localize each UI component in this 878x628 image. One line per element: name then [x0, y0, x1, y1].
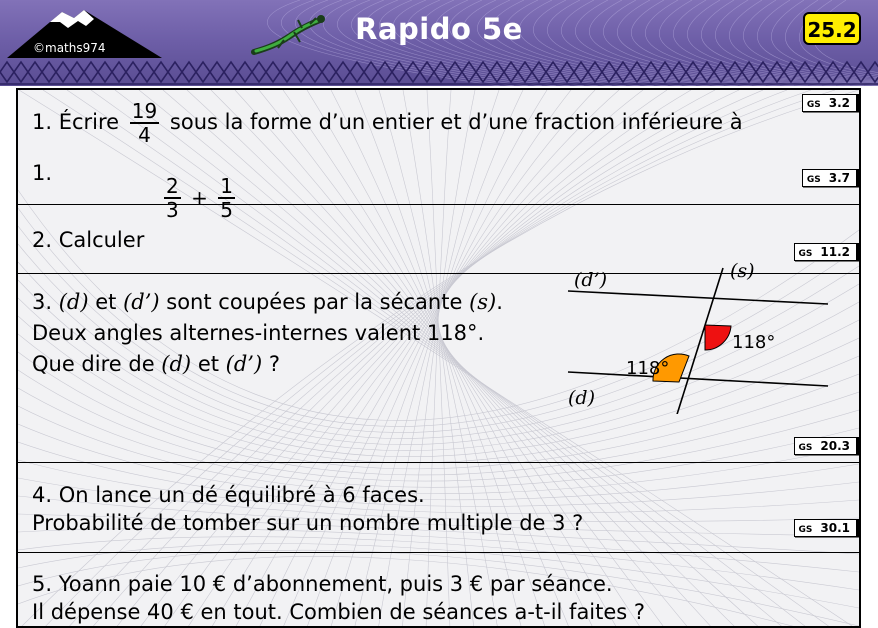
- label-s: (s): [730, 260, 755, 282]
- line-d-prime: [568, 291, 828, 304]
- q2-fraction-1: $\frac{2}{3}$: [166, 174, 179, 222]
- q5-text-line2: Il dépense 40 € en tout. Combien de séances a-t-il faites ?: [32, 600, 646, 624]
- parallel-lines-figure: [558, 244, 858, 414]
- q5-text-line1: 5. Yoann paie 10 € d’abonnement, puis 3 € par séance.: [32, 572, 613, 596]
- gs-code-q4: GS 30.1: [794, 519, 859, 537]
- gs-code-q3: GS 20.3: [794, 437, 859, 455]
- q3-text-line2: Deux angles alternes-internes valent 118°.: [32, 321, 485, 345]
- decorative-frieze: [0, 58, 878, 86]
- gs-code-q2: GS 11.2: [794, 243, 859, 261]
- q1-text-end: sous la forme d’un entier et d’une fraction inférieure à: [169, 110, 743, 134]
- label-d: (d): [568, 387, 595, 409]
- angle-top-marker: [705, 325, 731, 350]
- q2-fraction-2: $\frac{1}{5}$: [220, 174, 233, 222]
- page-title: Rapido 5e: [355, 12, 523, 46]
- question-sheet: [16, 88, 861, 628]
- exercise-number-badge: 25.2: [803, 12, 861, 45]
- gs-code-q1a: GS 3.2: [802, 94, 859, 112]
- angle-bottom-label: 118°: [626, 358, 670, 379]
- gs-code-q1b: GS 3.7: [802, 169, 859, 187]
- question-3: [18, 260, 859, 463]
- q2-operator: +: [191, 186, 208, 210]
- line-d: [568, 372, 828, 386]
- logo-text: ©maths974: [33, 41, 106, 55]
- q4-text-line1: 4. On lance un dé équilibré à 6 faces.: [32, 483, 425, 507]
- label-d-prime: (d’): [574, 269, 608, 291]
- q2-expression: [160, 175, 239, 221]
- header-banner: [0, 0, 878, 86]
- q1-text-line2: 1.: [32, 161, 53, 185]
- q4-text-line2: Probabilité de tomber sur un nombre multiple de 3 ?: [32, 511, 584, 535]
- question-4: [18, 463, 859, 553]
- q2-text: 2. Calculer: [32, 228, 145, 252]
- q3-text-line1: 3. (d) et (d’) sont coupées par la sécante (s).: [32, 290, 503, 314]
- q1-fraction-denominator: 4: [138, 123, 151, 147]
- question-1: [18, 90, 859, 205]
- angle-top-label: 118°: [732, 332, 776, 353]
- q1-fraction-numerator: 19: [131, 99, 158, 123]
- q1-fraction: [130, 100, 159, 146]
- question-5: [18, 553, 859, 628]
- q1-text-start: 1. Écrire: [32, 110, 120, 134]
- q3-text-line3: Que dire de (d) et (d’) ?: [32, 352, 280, 376]
